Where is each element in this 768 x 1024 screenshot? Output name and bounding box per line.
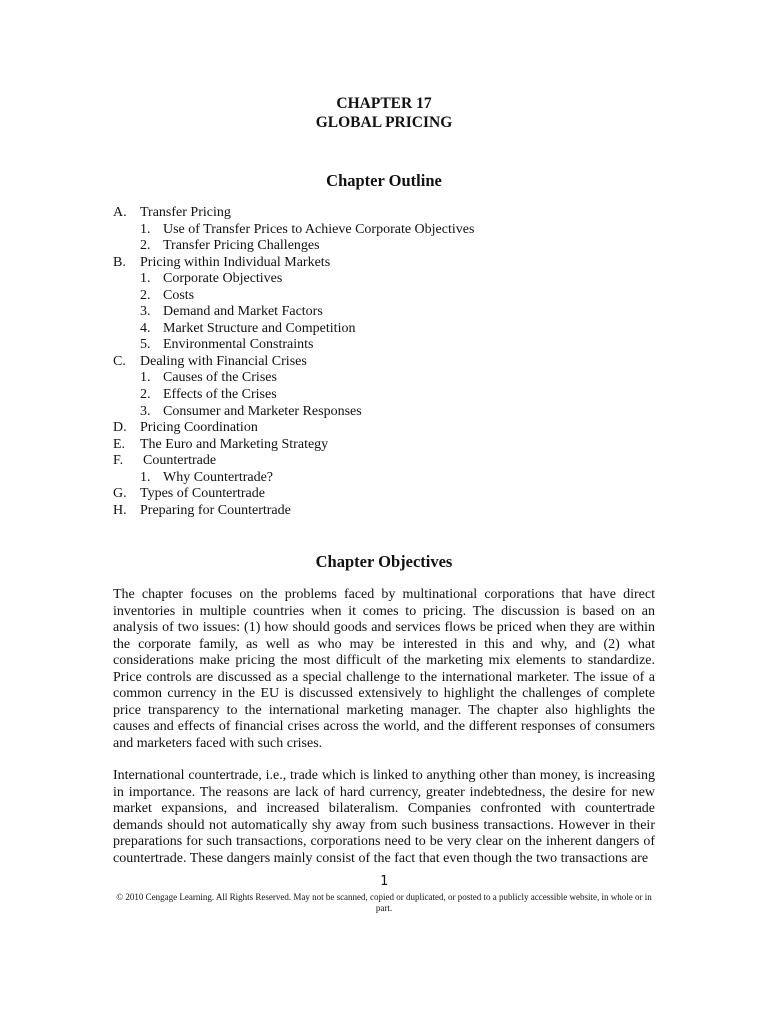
chapter-title: GLOBAL PRICING — [315, 114, 453, 131]
outline-text: Market Structure and Competition — [163, 320, 356, 336]
chapter-number: CHAPTER 17 — [336, 95, 432, 112]
outline-item — [113, 255, 673, 272]
outline-marker: 1. — [140, 370, 151, 386]
outline-item — [113, 453, 673, 470]
outline-text: Types of Countertrade — [140, 486, 265, 502]
outline-marker: 5. — [140, 337, 151, 353]
outline-subitem — [113, 387, 673, 404]
outline-text: Pricing within Individual Markets — [140, 254, 331, 270]
outline-marker: 2. — [140, 387, 151, 403]
outline-subitem — [113, 404, 673, 421]
objectives-paragraph: The chapter focuses on the problems faced by multinational corporations that have direct inventories in multiple countries when it comes to pricing. The discussion is based on an analysis of two issues: (1) how should goods and services flows be priced when they are within the corporate family, as well as who may be interested in this and why, and (2) what considerations make pricing the most difficult of the marketing mix elements to standardize. Price controls are discussed as a special challenge to the international marketer. The issue of a common currency in the EU is discussed extensively to highlight the challenges of complete price transparency to the international marketing manager. The chapter also highlights the causes and effects of financial crises across the world, and the different responses of consumers and marketers faced with such crises. — [113, 587, 655, 751]
outline-item — [113, 437, 673, 454]
objectives-heading: Chapter Objectives — [315, 552, 453, 571]
outline-item — [113, 486, 673, 503]
outline-subitem — [113, 304, 673, 321]
outline-text: Demand and Market Factors — [163, 304, 323, 320]
outline-subitem — [113, 321, 673, 338]
outline-item — [113, 503, 673, 520]
outline-text: Use of Transfer Prices to Achieve Corporate Objectives — [163, 221, 475, 237]
outline-marker: H. — [113, 502, 127, 518]
outline-text: Dealing with Financial Crises — [140, 353, 307, 369]
outline-marker: 2. — [140, 238, 151, 254]
outline-heading: Chapter Outline — [326, 171, 442, 190]
outline-text: Environmental Constraints — [163, 337, 314, 353]
outline-marker: F. — [113, 453, 124, 469]
outline-subitem — [113, 470, 673, 487]
outline-marker: 4. — [140, 320, 151, 336]
outline-subitem — [113, 337, 673, 354]
outline-item — [113, 354, 673, 371]
outline-marker: B. — [113, 254, 126, 270]
outline-marker: D. — [113, 420, 127, 436]
outline-subitem — [113, 370, 673, 387]
outline-marker: 1. — [140, 221, 151, 237]
outline-subitem — [113, 271, 673, 288]
outline-text: Why Countertrade? — [163, 469, 274, 485]
outline-text: Transfer Pricing Challenges — [163, 238, 320, 254]
outline-text: Effects of the Crises — [163, 387, 277, 403]
objectives-paragraph: International countertrade, i.e., trade which is linked to anything other than money, is increasing in importance. The reasons are lack of hard currency, greater indebtedness, the desire for new market expansions, and increased bilateralism. Companies confronted with countertrade demands should not automatically shy away from such business transactions. However in their preparations for such transactions, corporations need to be very clear on the inherent dangers of countertrade. These dangers mainly consist of the fact that even though the two transactions are — [113, 768, 655, 866]
outline-text: Pricing Coordination — [140, 420, 258, 436]
chapter-outline — [113, 205, 673, 519]
outline-text: Countertrade — [143, 453, 217, 469]
outline-subitem — [113, 288, 673, 305]
outline-item — [113, 205, 673, 222]
outline-marker: 1. — [140, 271, 151, 287]
outline-marker: E. — [113, 436, 126, 452]
outline-text: Causes of the Crises — [163, 370, 277, 386]
outline-text: Transfer Pricing — [140, 205, 231, 220]
outline-text: Preparing for Countertrade — [140, 502, 291, 518]
outline-marker: G. — [113, 486, 127, 502]
outline-marker: 2. — [140, 287, 151, 303]
outline-marker: A. — [113, 205, 127, 220]
outline-marker: 1. — [140, 469, 151, 485]
outline-subitem — [113, 222, 673, 239]
page-number: 1 — [380, 874, 388, 889]
outline-item — [113, 420, 673, 437]
outline-marker: C. — [113, 353, 126, 369]
copyright-footer: © 2010 Cengage Learning. All Rights Reserved. May not be scanned, copied or duplicated, or posted to a publicly accessible website, in whole or in part. — [116, 892, 652, 913]
outline-text: Consumer and Marketer Responses — [163, 403, 362, 419]
outline-text: Costs — [163, 287, 195, 303]
outline-text: The Euro and Marketing Strategy — [140, 436, 329, 452]
outline-subitem — [113, 238, 673, 255]
outline-marker: 3. — [140, 403, 151, 419]
outline-text: Corporate Objectives — [163, 271, 283, 287]
outline-marker: 3. — [140, 304, 151, 320]
